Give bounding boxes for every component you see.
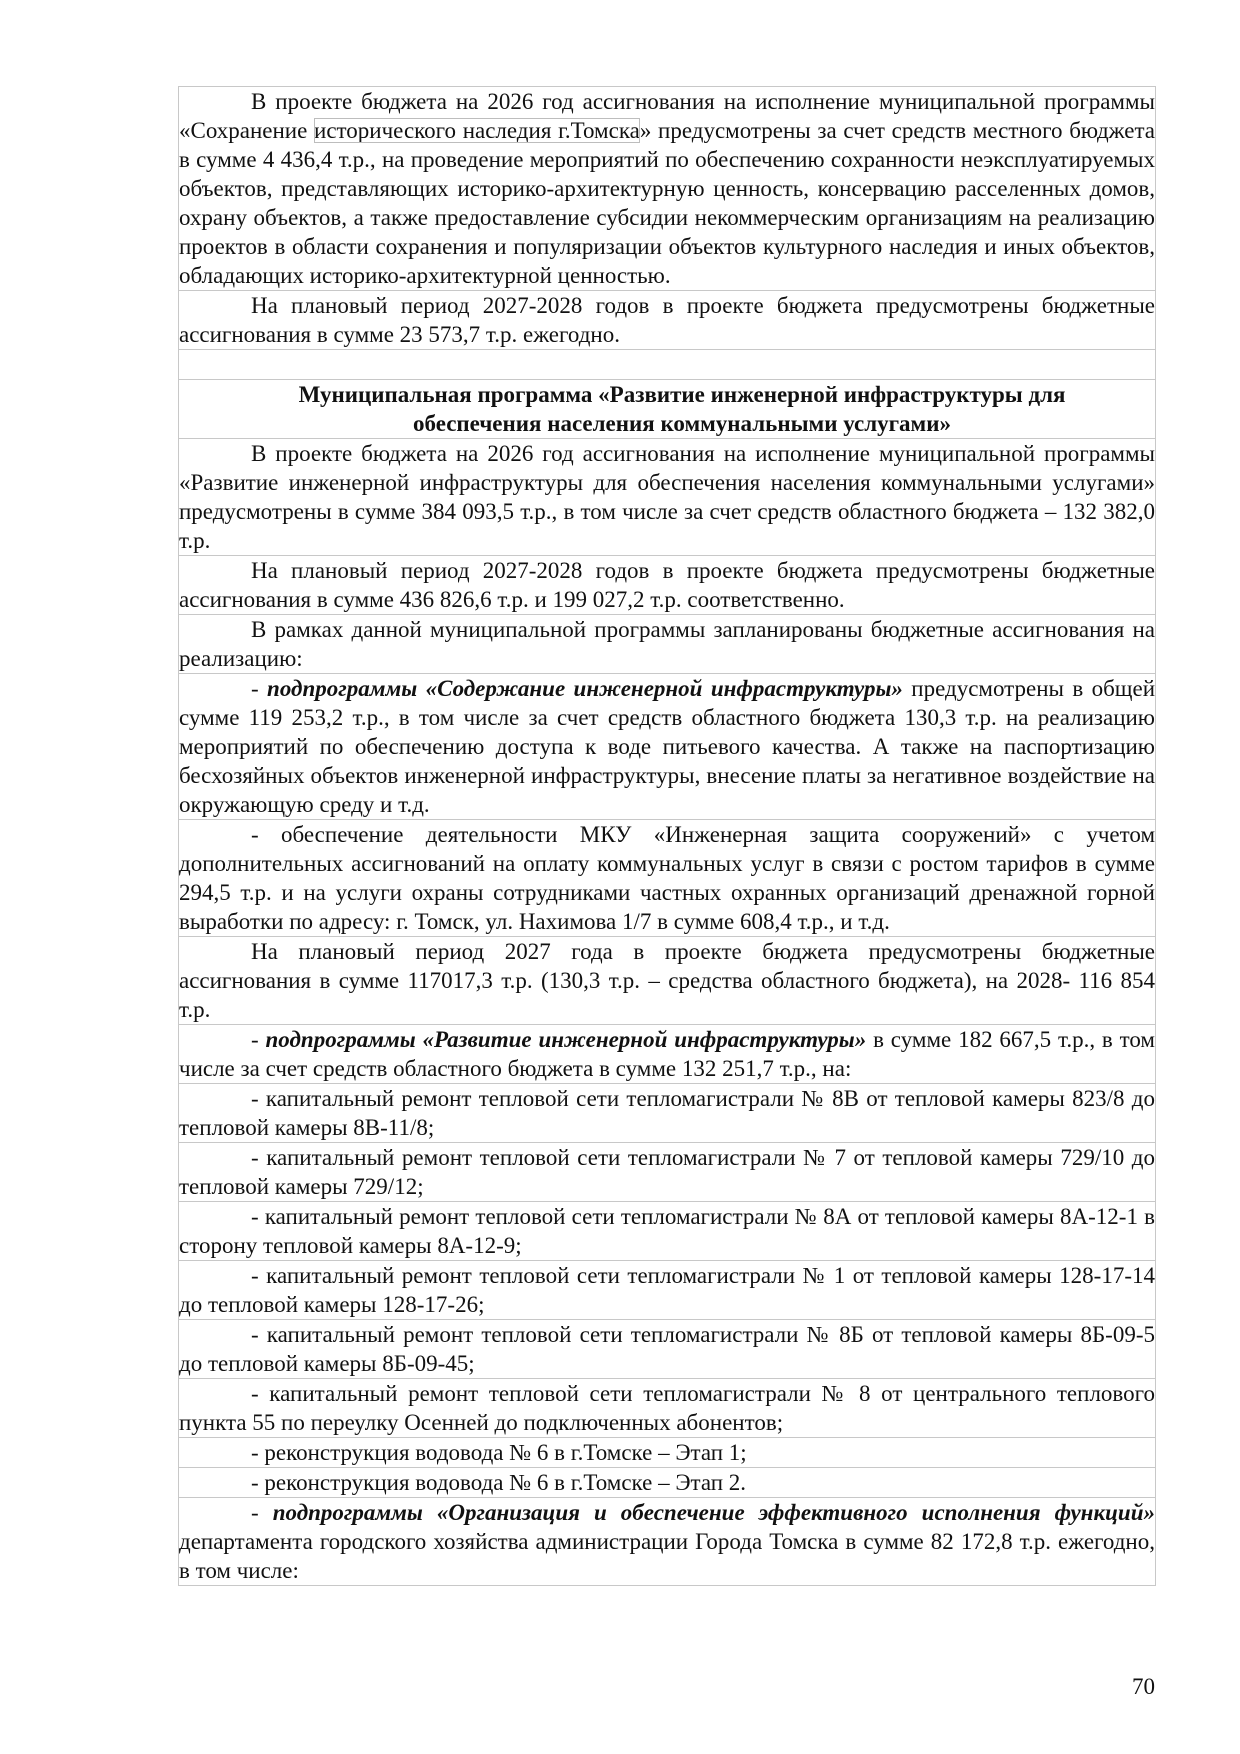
paragraph-mku-support: - обеспечение деятельности МКУ «Инженерная защита сооружений» с учетом дополнительных ассигнований на оплату коммунальных услуг в связи с ростом тарифов в сумме 294,5 т.р. и на услуги охраны сотрудниками частных охранных организаций дренажной горной выработки по адресу: г. Томск, ул. Нахимова 1/7 в сумме 608,4 т.р., и т.д.	[178, 820, 1156, 937]
list-dash: -	[251, 1500, 273, 1525]
section-heading-line-1: Муниципальная программа «Развитие инженерной инфраструктуры для	[298, 382, 1066, 407]
list-item: - капитальный ремонт тепловой сети тепломагистрали № 1 от тепловой камеры 128-17-14 до тепловой камеры 128-17-26;	[178, 1261, 1156, 1320]
paragraph-heritage-program	[178, 86, 1156, 291]
list-item: - капитальный ремонт тепловой сети тепломагистрали № 7 от тепловой камеры 729/10 до тепловой камеры 729/12;	[178, 1143, 1156, 1202]
paragraph-development-subprogram	[178, 1025, 1156, 1084]
paragraph-infrastructure-2026: В проекте бюджета на 2026 год ассигнования на исполнение муниципальной программы «Развитие инженерной инфраструктуры для обеспечения населения коммунальными услугами» предусмотрены в сумме 384 093,5 т.р., в том числе за счет средств областного бюджета – 132 382,0 т.р.	[178, 439, 1156, 556]
highlighted-program-name: исторического наследия г.Томска	[314, 118, 640, 143]
document-body	[178, 86, 1156, 1586]
list-dash: -	[251, 1027, 266, 1052]
paragraph-heritage-text-a: В проекте бюджета на 2026 год ассигнования на исполнение муниципальной программы «Сохранение	[179, 89, 1155, 143]
list-item: - реконструкция водовода № 6 в г.Томске – Этап 2.	[178, 1468, 1156, 1498]
list-item: - капитальный ремонт тепловой сети тепломагистрали № 8Б от тепловой камеры 8Б-09-5 до тепловой камеры 8Б-09-45;	[178, 1320, 1156, 1379]
list-item: - капитальный ремонт тепловой сети тепломагистрали № 8 от центрального теплового пункта 55 по переулку Осенней до подключенных абонентов;	[178, 1379, 1156, 1438]
section-heading	[178, 380, 1156, 439]
subprogram-text: департамента городского хозяйства администрации Города Томска в сумме 82 172,8 т.р. ежегодно, в том числе:	[179, 1529, 1155, 1583]
section-heading-line-2: обеспечения населения коммунальными услугами»	[413, 411, 951, 436]
paragraph-maintenance-subprogram	[178, 674, 1156, 820]
subprogram-text: предусмотрены в общей сумме 119 253,2 т.р., в том числе за счет средств областного бюджета 130,3 т.р. на реализацию мероприятий по обеспечению доступа к воде питьевого качества. А также на паспортизацию бесхозяйных объектов инженерной инфраструктуры, внесение платы за негативное воздействие на окружающую среду и т.д.	[179, 676, 1155, 817]
paragraph-maintenance-plan: На плановый период 2027 года в проекте бюджета предусмотрены бюджетные ассигнования в сумме 117017,3 т.р. (130,3 т.р. – средства областного бюджета), на 2028- 116 854 т.р.	[178, 937, 1156, 1025]
subprogram-title: подпрограммы «Содержание инженерной инфраструктуры»	[267, 676, 903, 701]
paragraph-heritage-text-c: » предусмотрены за счет средств местного бюджета в сумме 4 436,4 т.р., на проведение мероприятий по обеспечению сохранности неэксплуатируемых объектов, представляющих историко-архитектурную ценность, консервацию расселенных домов, охрану объектов, а также предоставление субсидии некоммерческим организациям на реализацию проектов в области сохранения и популяризации объектов культурного наследия и иных объектов, обладающих историко-архитектурной ценностью.	[179, 118, 1155, 288]
blank-line	[178, 350, 1156, 380]
list-item: - реконструкция водовода № 6 в г.Томске – Этап 1;	[178, 1438, 1156, 1468]
subprogram-title: подпрограммы «Развитие инженерной инфраструктуры»	[265, 1027, 867, 1052]
list-item: - капитальный ремонт тепловой сети тепломагистрали № 8А от тепловой камеры 8А-12-1 в сторону тепловой камеры 8А-12-9;	[178, 1202, 1156, 1261]
paragraph-infrastructure-plan: На плановый период 2027-2028 годов в проекте бюджета предусмотрены бюджетные ассигнования в сумме 436 826,6 т.р. и 199 027,2 т.р. соответственно.	[178, 556, 1156, 615]
paragraph-allocation-intro: В рамках данной муниципальной программы запланированы бюджетные ассигнования на реализацию:	[178, 615, 1156, 674]
paragraph-heritage-plan: На плановый период 2027-2028 годов в проекте бюджета предусмотрены бюджетные ассигнования в сумме 23 573,7 т.р. ежегодно.	[178, 291, 1156, 350]
subprogram-text: в сумме 182 667,5 т.р., в том числе за счет средств областного бюджета в сумме 132 251,7 т.р., на:	[179, 1027, 1155, 1081]
page-number: 70	[1132, 1674, 1155, 1699]
paragraph-functions-subprogram	[178, 1498, 1156, 1586]
list-item: - капитальный ремонт тепловой сети тепломагистрали № 8В от тепловой камеры 823/8 до тепловой камеры 8В-11/8;	[178, 1084, 1156, 1143]
list-dash: -	[251, 676, 268, 701]
subprogram-title: подпрограммы «Организация и обеспечение эффективного исполнения функций»	[272, 1500, 1155, 1525]
